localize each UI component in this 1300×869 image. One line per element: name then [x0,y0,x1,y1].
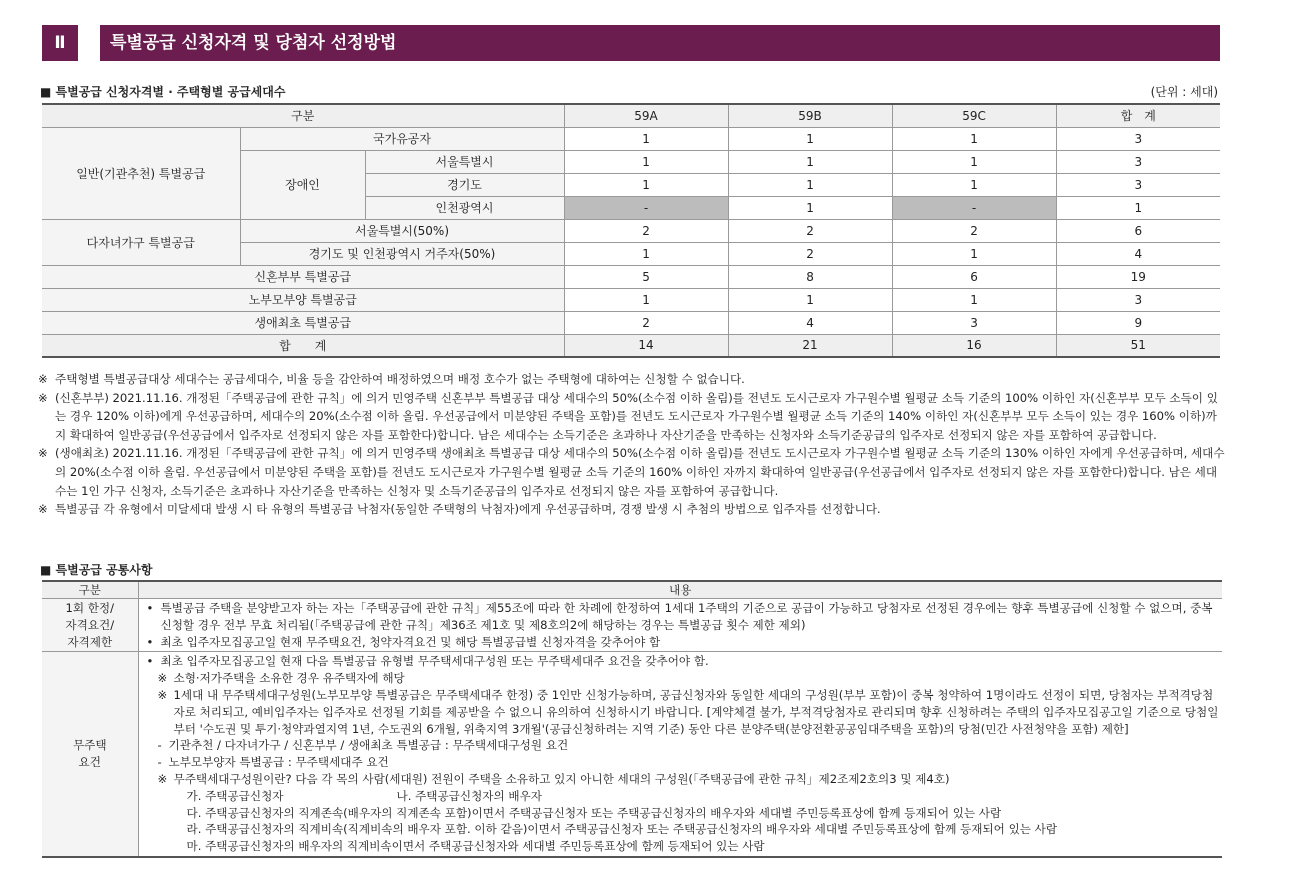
section-number: Ⅱ [42,25,78,61]
row-label: 노부모부양 특별공급 [42,288,564,311]
row-category: 1회 한정/ 자격요건/ 자격제한 [42,599,138,652]
ref-text: 1세대 내 무주택세대구성원(노부모부양 특별공급은 무주택세대주 한정) 중 1인만 신청가능하며, 공급신청자와 동일한 세대의 구성원(부부 포함)이 중복 청약하여 1명이라도 선정이 되면, 당첨자는 부적격당첨자로 처리되고, 예비입주자는 입주자로 선정될 기회를 제공받을 수 없으니 유의하여 신청하시기 바랍니다. [계약체결 불가, 부적격당첨자로 관리되며 향후 신청하려는 주택의 입주자모집공고일 기준으로 당첨일부터 '수도권 및 투기·청약과열지역 1년, 수도권외 6개월, 위축지역 3개월'(공급신청하려는 지역 기준) 동안 다른 분양주택(분양전환공공임대주택을 포함)의 당첨(민간 사전청약을 포함) 제한] [173,687,1219,736]
group-label: 일반(기관추천) 특별공급 [42,127,240,219]
sub-item: 라. 주택공급신청자의 직계비속(직계비속의 배우자 포함. 이하 같음)이면서 주택공급신청자 또는 주택공급신청자의 배우자와 세대별 주민등록표상에 함께 등재되어 있는 사람 [186,822,1058,837]
sub-item-row [145,838,1223,855]
col-header: 합 계 [1056,104,1220,127]
cell-value: 3 [1056,173,1220,196]
note-mark: ※ [38,446,48,461]
dash-item [145,754,1223,771]
cell-value: - [564,196,728,219]
cell-value: 1 [728,196,892,219]
cell-value: 1 [892,242,1056,265]
group-label: 장애인 [240,150,365,219]
row-label: 경기도 및 인천광역시 거주자(50%) [240,242,564,265]
ref-text: 소형·저가주택을 소유한 경우 유주택자에 해당 [173,671,405,686]
note-text: (신혼부부) 2021.11.16. 개정된「주택공급에 관한 규칙」에 의거 민영주택 신혼부부 특별공급 대상 세대수의 50%(소수점 이하 올림)를 전년도 도시근로자 가구원수별 월평균 소득 기준의 100% 이하인 자(신혼부부 모두 소득이 있는 경우 120% 이하)에게 우선공급하며, 세대수의 20%(소수점 이하 올림. 우선공급에서 미분양된 주택을 포함)를 전년도 도시근로자 가구원수별 월평균 소득 기준의 140% 이하인 자(신혼부부 모두 소득이 있는 경우 160% 이하)까지 확대하여 일반공급(우선공급에서 입주자로 선정되지 않은 자를 포함한다)합니다. 남은 세대수는 소득기준은 초과하나 자산기준을 만족하는 신청자와 소득기준공급의 입주자로 선정되지 않은 자를 포함하여 공급합니다. [55,390,1218,442]
dash-text: 노부모부양자 특별공급 : 무주택세대주 요건 [168,755,389,770]
unit-label: (단위 : 세대) [1150,85,1218,99]
cell-value: - [892,196,1056,219]
table-row [42,311,1220,334]
sub-item-row [145,821,1223,838]
common-matters-table [42,580,1222,858]
cell-value: 51 [1056,334,1220,357]
supply-count-table [42,103,1220,358]
cell-value: 16 [892,334,1056,357]
total-row [42,334,1220,357]
cell-value: 9 [1056,311,1220,334]
cell-value: 14 [564,334,728,357]
cell-value: 1 [564,288,728,311]
table-row [42,599,1222,652]
dash-item [145,737,1223,754]
col-header: 구분 [42,581,138,599]
cell-value: 4 [728,311,892,334]
cell-value: 1 [564,173,728,196]
ref-note [145,771,1223,788]
col-header: 59A [564,104,728,127]
cell-value: 3 [1056,288,1220,311]
bullet-item [145,653,1223,670]
note-mark: ※ [38,372,48,386]
sub-item-row [145,788,1223,805]
bullet-item [145,600,1223,634]
note-text: 주택형별 특별공급대상 세대수는 공급세대수, 비율 등을 감안하여 배정하였으며 배정 호수가 없는 주택형에 대하여는 신청할 수 없습니다. [55,372,745,386]
dash-text: 기관추천 / 다자녀가구 / 신혼부부 / 생애최초 특별공급 : 무주택세대구성원 요건 [168,738,569,753]
ref-note [145,687,1223,737]
common-matters-heading: ■ 특별공급 공통사항 [40,563,153,577]
table-row [42,265,1220,288]
ref-note [145,670,1223,687]
cell-value: 1 [564,150,728,173]
cell-value: 3 [892,311,1056,334]
cell-value: 6 [892,265,1056,288]
note-item [38,389,1228,445]
bullet-text: 최초 입주자모집공고일 현재 다음 특별공급 유형별 무주택세대구성원 또는 무주택세대주 요건을 갖추어야 함. [160,654,709,669]
row-label: 경기도 [365,173,564,196]
ref-text: 무주택세대구성원이란? 다음 각 목의 사람(세대원) 전원이 주택을 소유하고 있지 아니한 세대의 구성원(「주택공급에 관한 규칙」제2조제2호의3 및 제4호) [173,771,950,786]
bullet-mark: • [146,654,154,669]
supply-count-heading: ■ 특별공급 신청자격별 · 주택형별 공급세대수 [40,85,286,99]
cell-value: 1 [892,173,1056,196]
row-label: 서울특별시(50%) [240,219,564,242]
cell-value: 4 [1056,242,1220,265]
cell-value: 19 [1056,265,1220,288]
group-label: 다자녀가구 특별공급 [42,219,240,265]
note-item [38,444,1228,500]
section-title: 특별공급 신청자격 및 당첨자 선정방법 [100,25,1220,61]
cell-value: 1 [892,127,1056,150]
col-header: 내용 [138,581,1222,599]
cell-value: 2 [728,242,892,265]
bullet-text: 최초 입주자모집공고일 현재 무주택요건, 청약자격요건 및 해당 특별공급별 신청자격을 갖추어야 함 [160,634,661,649]
row-label: 국가유공자 [240,127,564,150]
cell-value: 2 [728,219,892,242]
cell-value: 2 [564,219,728,242]
cell-value: 1 [728,173,892,196]
col-header: 59C [892,104,1056,127]
table-header-row [42,581,1222,599]
row-label: 인천광역시 [365,196,564,219]
cell-value: 5 [564,265,728,288]
cell-value: 21 [728,334,892,357]
row-label: 합 계 [42,334,564,357]
row-label: 서울특별시 [365,150,564,173]
cell-value: 1 [892,288,1056,311]
sub-item: 가. 주택공급신청자 [186,788,284,803]
cell-value: 2 [892,219,1056,242]
ref-mark: ※ [157,687,168,702]
note-item [38,500,1228,519]
row-content [138,599,1222,652]
col-header: 59B [728,104,892,127]
cell-value: 3 [1056,150,1220,173]
note-item [38,370,1228,389]
bullet-item [145,634,1223,651]
ref-mark: ※ [157,671,168,686]
row-category: 무주택 요건 [42,652,138,857]
cell-value: 1 [564,242,728,265]
sub-item-row [145,805,1223,822]
note-text: 특별공급 각 유형에서 미달세대 발생 시 타 유형의 특별공급 낙첨자(동일한 주택형의 낙첨자)에게 우선공급하며, 경쟁 발생 시 추첨의 방법으로 입주자를 선정합니다. [55,502,881,517]
table-row [42,219,1220,242]
cell-value: 6 [1056,219,1220,242]
row-label: 생애최초 특별공급 [42,311,564,334]
note-text: (생애최초) 2021.11.16. 개정된「주택공급에 관한 규칙」에 의거 민영주택 생애최초 특별공급 대상 세대수의 50%(소수점 이하 올림)를 전년도 도시근로자 가구원수별 월평균 소득 기준의 130% 이하인 자에게 우선공급하며, 세대수의 20%(소수점 이하 올림. 우선공급에서 미분양된 주택을 포함)를 전년도 도시근로자 가구원수별 월평균 소득 기준의 160% 이하인 자까지 확대하여 일반공급(우선공급에서 입주자로 선정되지 않은 자를 포함한다)합니다. 남은 세대수는 1인 가구 신청자, 소득기준은 초과하나 자산기준을 만족하는 신청자 및 소득기준공급의 입주자로 선정되지 않은 자를 포함하여 공급합니다. [55,446,1225,498]
cell-value: 1 [728,127,892,150]
cell-value: 1 [728,288,892,311]
sub-item: 다. 주택공급신청자의 직계존속(배우자의 직계존속 포함)이면서 주택공급신청자 또는 주택공급신청자의 배우자와 세대별 주민등록표상에 함께 등재되어 있는 사람 [186,805,1002,820]
dash-mark: - [157,755,162,770]
dash-mark: - [157,738,162,753]
cell-value: 1 [564,127,728,150]
sub-item: 마. 주택공급신청자의 배우자의 직계비속이면서 주택공급신청자와 세대별 주민등록표상에 함께 등재되어 있는 사람 [186,839,765,854]
bullet-text: 특별공급 주택을 분양받고자 하는 자는「주택공급에 관한 규칙」제55조에 따라 한 차례에 한정하여 1세대 1주택의 기준으로 공급이 가능하고 당첨자로 선정된 경우에는 향후 특별공급에 신청할 수 없으며, 중복 신청할 경우 전부 무효 처리됨(「주택공급에 관한 규칙」제36조 제1호 및 제8호의2에 해당하는 경우는 특별공급 횟수 제한 제외) [160,601,1213,632]
col-header: 구분 [42,104,564,127]
cell-value: 1 [1056,196,1220,219]
cell-value: 1 [728,150,892,173]
table-row [42,652,1222,857]
cell-value: 2 [564,311,728,334]
table-row [42,127,1220,150]
cell-value: 8 [728,265,892,288]
bullet-mark: • [146,601,154,615]
cell-value: 3 [1056,127,1220,150]
cell-value: 1 [892,150,1056,173]
table-header-row [42,104,1220,127]
row-content [138,652,1222,857]
sub-item: 나. 주택공급신청자의 배우자 [396,788,542,803]
section-header [42,25,1220,61]
bullet-mark: • [146,634,154,649]
table-row [42,288,1220,311]
note-mark: ※ [38,502,48,517]
row-label: 신혼부부 특별공급 [42,265,564,288]
notes-list [38,370,1228,519]
ref-mark: ※ [157,771,168,786]
note-mark: ※ [38,390,48,405]
